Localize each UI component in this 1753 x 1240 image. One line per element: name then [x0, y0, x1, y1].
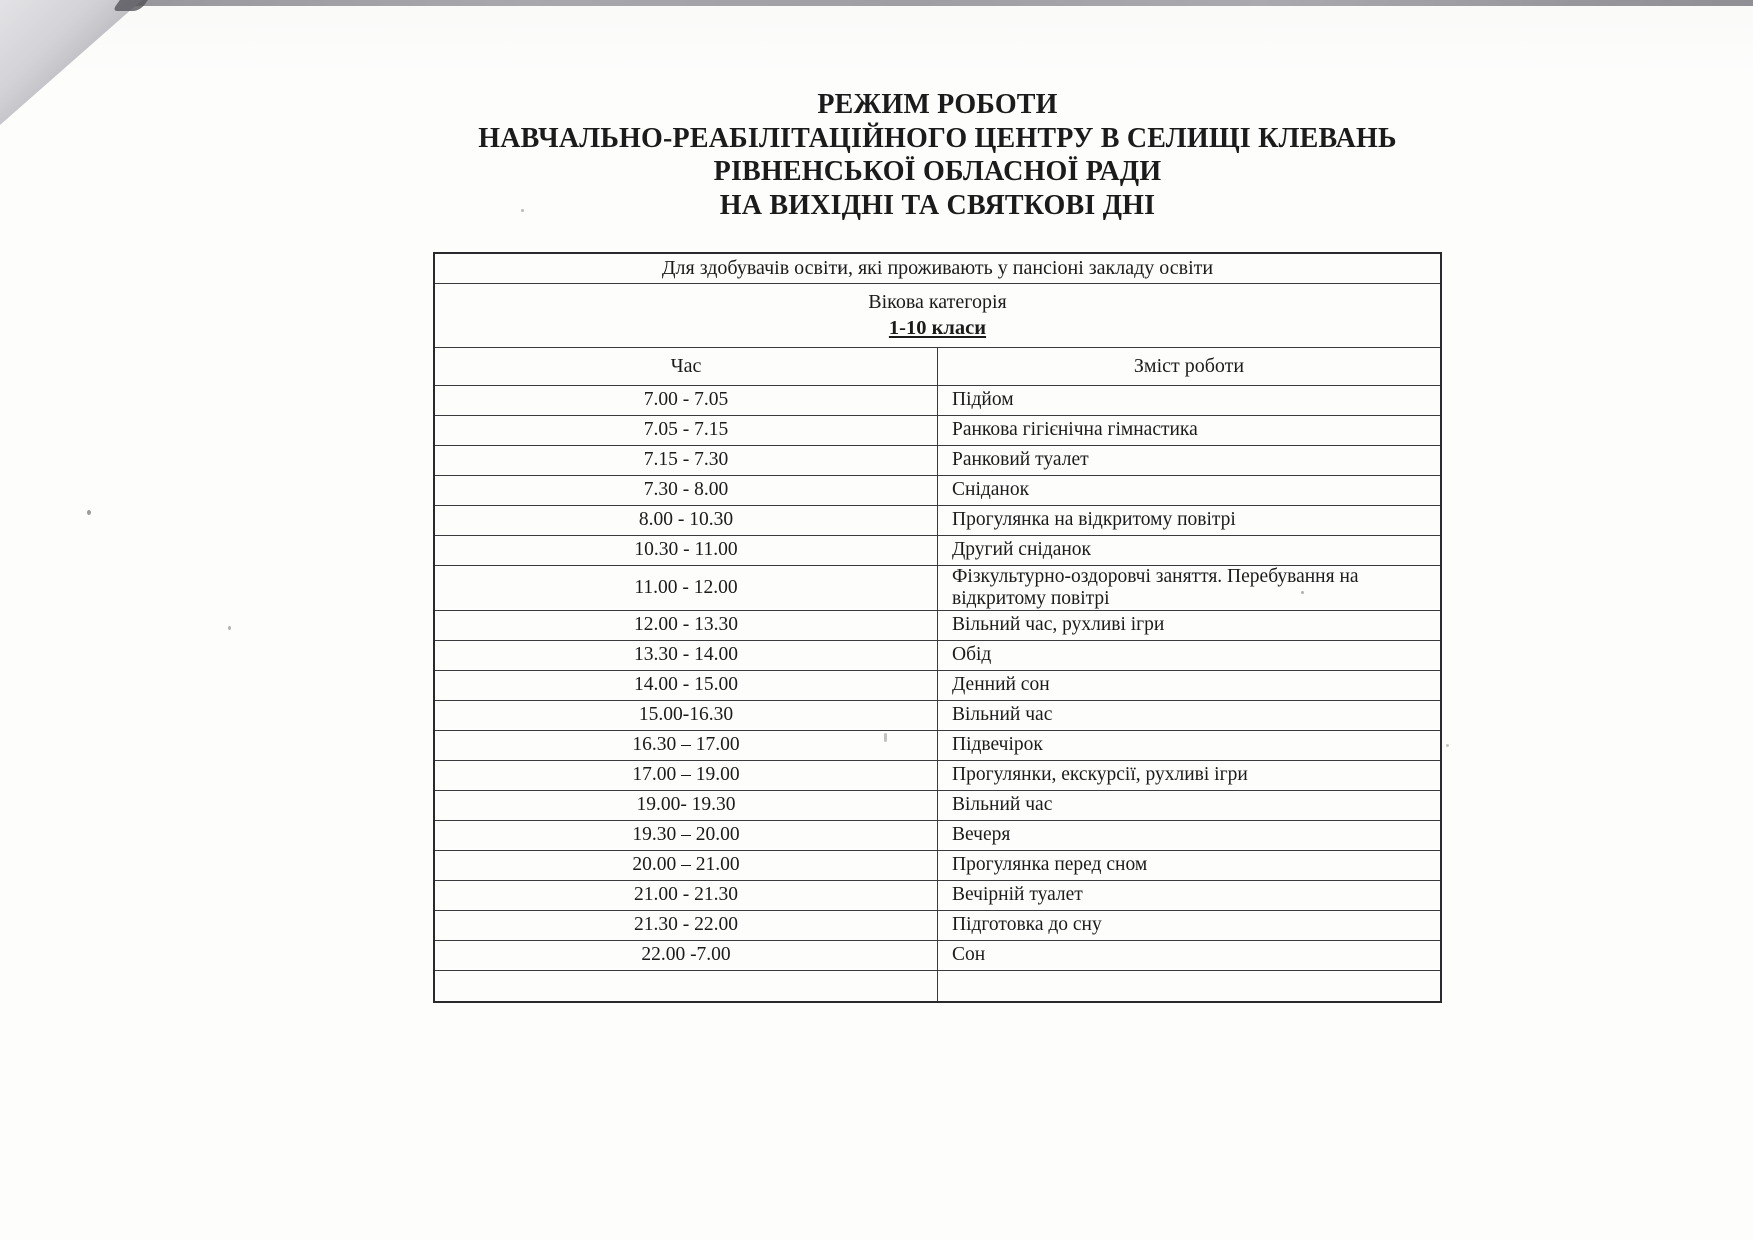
time-cell: 7.15 - 7.30: [434, 445, 938, 475]
activity-cell: Прогулянка на відкритому повітрі: [938, 505, 1442, 535]
activity-cell: Прогулянка перед сном: [938, 850, 1442, 880]
time-cell: [434, 970, 938, 1002]
activity-cell: Підвечірок: [938, 730, 1442, 760]
table-row: [434, 850, 1441, 880]
activity-cell: Вільний час: [938, 700, 1442, 730]
table-row: [434, 445, 1441, 475]
time-cell: 7.00 - 7.05: [434, 385, 938, 415]
time-cell: 17.00 – 19.00: [434, 760, 938, 790]
title-line-3: РІВНЕНСЬКОЇ ОБЛАСНОЇ РАДИ: [713, 156, 1162, 187]
activity-cell: [938, 970, 1442, 1002]
table-row: [434, 820, 1441, 850]
title-line-2: НАВЧАЛЬНО-РЕАБІЛІТАЦІЙНОГО ЦЕНТРУ В СЕЛИЩІ КЛЕВАНЬ: [478, 122, 1397, 154]
activity-cell: Підйом: [938, 385, 1442, 415]
time-cell: 15.00-16.30: [434, 700, 938, 730]
scanned-document: [433, 88, 1442, 1003]
activity-cell: Фізкультурно-оздоровчі заняття. Перебування на відкритому повітрі: [938, 565, 1442, 610]
column-header-content: Зміст роботи: [938, 347, 1442, 385]
table-row: [434, 610, 1441, 640]
title-line-4: НА ВИХІДНІ ТА СВЯТКОВІ ДНІ: [719, 189, 1156, 221]
time-cell: 20.00 – 21.00: [434, 850, 938, 880]
activity-cell: Прогулянки, екскурсії, рухливі ігри: [938, 760, 1442, 790]
activity-cell: Другий сніданок: [938, 535, 1442, 565]
table-row: [434, 670, 1441, 700]
table-row: [434, 565, 1441, 610]
table-row: [434, 415, 1441, 445]
activity-cell: Вечеря: [938, 820, 1442, 850]
activity-cell: Ранковий туалет: [938, 445, 1442, 475]
activity-cell: Обід: [938, 640, 1442, 670]
table-row: [434, 475, 1441, 505]
time-cell: 12.00 - 13.30: [434, 610, 938, 640]
time-cell: 19.00- 19.30: [434, 790, 938, 820]
table-row: [434, 385, 1441, 415]
audience-header: Для здобувачів освіти, які проживають у пансіоні закладу освіти: [434, 253, 1441, 283]
column-header-row: [434, 347, 1441, 385]
table-row: [434, 505, 1441, 535]
title-line-1: РЕЖИМ РОБОТИ: [817, 89, 1058, 120]
table-row: [434, 940, 1441, 970]
table-row: [434, 790, 1441, 820]
table-row: [434, 640, 1441, 670]
table-row: [434, 760, 1441, 790]
table-row-empty: [434, 970, 1441, 1002]
time-cell: 10.30 - 11.00: [434, 535, 938, 565]
scan-speck: [228, 626, 231, 630]
table-row: [434, 700, 1441, 730]
time-cell: 7.30 - 8.00: [434, 475, 938, 505]
table-row: [434, 910, 1441, 940]
activity-cell: Сон: [938, 940, 1442, 970]
activity-cell: Вечірній туалет: [938, 880, 1442, 910]
time-cell: 7.05 - 7.15: [434, 415, 938, 445]
page-title: [433, 88, 1442, 222]
scan-corner-shadow: [0, 0, 142, 125]
activity-cell: Сніданок: [938, 475, 1442, 505]
scan-speck: [1446, 744, 1449, 747]
time-cell: 13.30 - 14.00: [434, 640, 938, 670]
table-row: [434, 730, 1441, 760]
time-cell: 16.30 – 17.00: [434, 730, 938, 760]
time-cell: 8.00 - 10.30: [434, 505, 938, 535]
time-cell: 22.00 -7.00: [434, 940, 938, 970]
scan-corner-blob: [112, 0, 148, 11]
scan-top-edge-shadow: [0, 0, 1753, 6]
time-cell: 14.00 - 15.00: [434, 670, 938, 700]
age-category-row: [434, 283, 1441, 347]
activity-cell: Вільний час, рухливі ігри: [938, 610, 1442, 640]
age-category-value: 1-10 класи: [888, 316, 987, 339]
activity-cell: Вільний час: [938, 790, 1442, 820]
age-category-cell: [434, 283, 1441, 347]
age-category-label: Вікова категорія: [868, 290, 1007, 313]
table-row: [434, 880, 1441, 910]
schedule-table: [433, 252, 1442, 1003]
time-cell: 21.30 - 22.00: [434, 910, 938, 940]
time-cell: 11.00 - 12.00: [434, 565, 938, 610]
table-row: [434, 535, 1441, 565]
column-header-time: Час: [434, 347, 938, 385]
audience-header-row: [434, 253, 1441, 283]
time-cell: 19.30 – 20.00: [434, 820, 938, 850]
scan-speck: [87, 510, 91, 515]
activity-cell: Ранкова гігієнічна гімнастика: [938, 415, 1442, 445]
activity-cell: Підготовка до сну: [938, 910, 1442, 940]
time-cell: 21.00 - 21.30: [434, 880, 938, 910]
activity-cell: Денний сон: [938, 670, 1442, 700]
